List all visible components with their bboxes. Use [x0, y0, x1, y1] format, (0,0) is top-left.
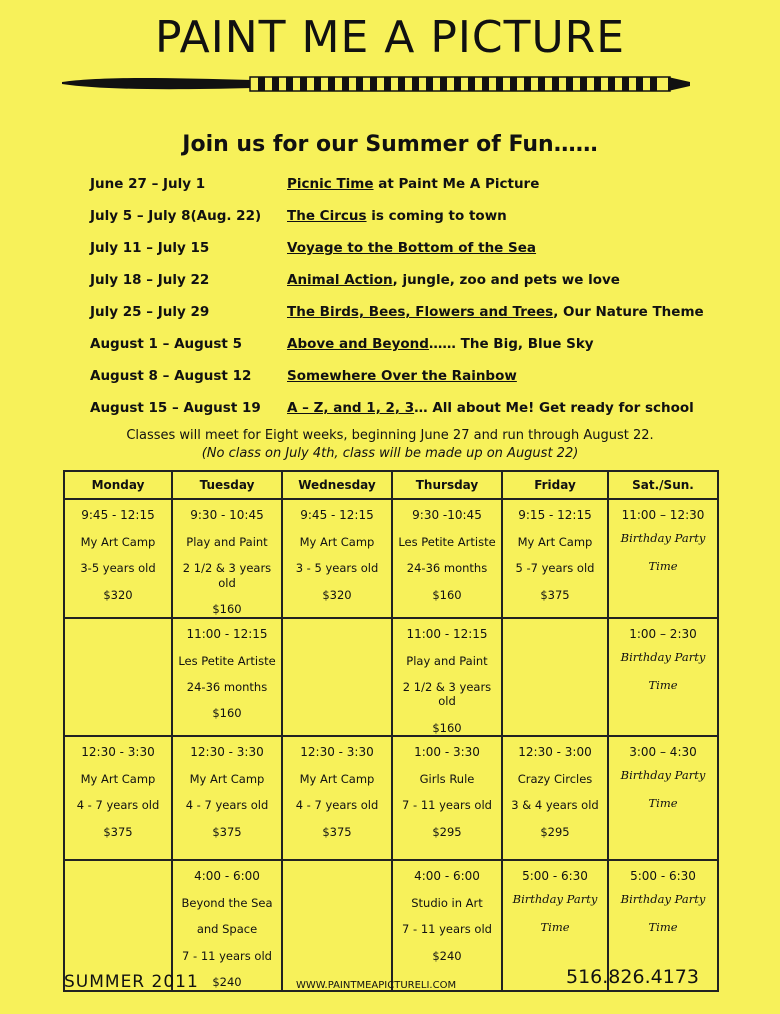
week-row — [90, 176, 710, 208]
theme-title: Animal Action — [287, 272, 393, 288]
class-time: 9:45 - 12:15 — [300, 508, 374, 522]
schedule-note: Classes will meet for Eight weeks, beginning June 27 and run through August 22. — [126, 428, 654, 443]
class-time: 12:30 - 3:30 — [81, 745, 155, 759]
class-detail: 7 - 11 years old — [182, 948, 272, 963]
week-dates: July 11 – July 15 — [90, 240, 210, 256]
class-cell — [64, 499, 172, 618]
class-cell — [282, 860, 392, 991]
class-cell — [64, 860, 172, 991]
class-cell — [502, 736, 608, 860]
class-detail: 5 -7 years old — [515, 561, 595, 576]
theme-title: The Circus — [287, 208, 367, 224]
holiday-note: (No class on July 4th, class will be made up on August 22) — [201, 446, 579, 461]
week-row — [90, 368, 710, 400]
class-time: 5:00 - 6:30 — [630, 869, 696, 883]
class-cell — [502, 499, 608, 618]
birthday-party-label: Time — [648, 559, 678, 574]
class-detail: 24-36 months — [186, 679, 268, 694]
class-detail: 3 - 5 years old — [295, 561, 379, 576]
paintbrush-icon — [62, 70, 692, 98]
class-cell — [608, 499, 718, 618]
week-theme — [287, 208, 507, 224]
week-dates: July 18 – July 22 — [90, 272, 210, 288]
class-cell — [608, 736, 718, 860]
birthday-party-label: Birthday Party — [620, 892, 706, 906]
class-detail: 2 1/2 & 3 years old — [182, 561, 272, 590]
theme-title: Somewhere Over the Rainbow — [287, 368, 517, 384]
class-detail: Play and Paint — [186, 535, 268, 549]
class-detail: $240 — [212, 975, 242, 990]
week-row — [90, 304, 710, 336]
class-cell — [392, 736, 502, 860]
week-theme — [287, 304, 704, 320]
class-time: 5:00 - 6:30 — [522, 869, 588, 883]
class-detail: 4 - 7 years old — [76, 798, 160, 813]
theme-detail: … All about Me! Get ready for school — [414, 400, 694, 416]
class-time: 9:30 - 10:45 — [190, 508, 264, 522]
week-theme — [287, 400, 694, 416]
class-time: 4:00 - 6:00 — [414, 869, 480, 883]
theme-detail: …… The Big, Blue Sky — [428, 336, 594, 352]
week-dates: August 15 – August 19 — [90, 400, 261, 416]
timetable-row — [64, 736, 718, 860]
class-detail: 7 - 11 years old — [402, 922, 492, 937]
week-schedule — [90, 176, 710, 432]
class-detail: Crazy Circles — [517, 772, 593, 786]
class-detail: Studio in Art — [411, 896, 483, 910]
class-detail: $295 — [540, 824, 570, 839]
theme-detail: is coming to town — [366, 208, 507, 224]
day-header: Sat./Sun. — [608, 471, 718, 499]
class-cell — [172, 860, 282, 991]
class-cell — [282, 736, 392, 860]
class-detail: My Art Camp — [299, 772, 375, 786]
class-detail: $375 — [103, 824, 133, 839]
week-dates: July 25 – July 29 — [90, 304, 210, 320]
class-detail: Beyond the Sea — [181, 896, 273, 910]
class-detail: and Space — [196, 922, 258, 937]
class-detail: $160 — [432, 720, 462, 735]
class-detail: 3 & 4 years old — [511, 798, 599, 813]
class-cell — [64, 618, 172, 737]
class-detail: $320 — [322, 587, 352, 602]
class-cell — [502, 618, 608, 737]
class-detail: 3-5 years old — [80, 561, 156, 576]
week-row — [90, 336, 710, 368]
birthday-party-label: Time — [648, 920, 678, 935]
class-time: 9:45 - 12:15 — [81, 508, 155, 522]
theme-title: Picnic Time — [287, 176, 374, 192]
week-dates: June 27 – July 1 — [90, 176, 206, 192]
birthday-party-label: Birthday Party — [620, 531, 706, 545]
class-detail: 4 - 7 years old — [295, 798, 379, 813]
birthday-party-label: Time — [648, 677, 678, 692]
class-detail: 4 - 7 years old — [185, 798, 269, 813]
class-time: 1:00 – 2:30 — [629, 626, 697, 641]
class-time: 11:00 - 12:15 — [186, 626, 268, 641]
timetable-row — [64, 499, 718, 618]
class-detail: My Art Camp — [299, 535, 375, 549]
class-detail: Les Petite Artiste — [398, 535, 496, 549]
subtitle: Join us for our Summer of Fun…… — [182, 132, 598, 157]
class-detail: $375 — [540, 587, 570, 602]
theme-title: Voyage to the Bottom of the Sea — [287, 240, 537, 256]
class-cell — [282, 499, 392, 618]
week-dates: August 8 – August 12 — [90, 368, 252, 384]
birthday-party-label: Birthday Party — [620, 768, 706, 782]
class-cell — [392, 499, 502, 618]
class-detail: 7 - 11 years old — [402, 798, 492, 813]
class-detail: $160 — [212, 602, 242, 617]
week-row — [90, 208, 710, 240]
birthday-party-label: Birthday Party — [512, 892, 598, 906]
class-detail: 2 1/2 & 3 years old — [402, 679, 492, 709]
class-detail: $320 — [103, 587, 133, 602]
day-header: Monday — [64, 471, 172, 499]
class-cell — [282, 618, 392, 737]
class-detail: $160 — [212, 706, 242, 721]
phone-number: 516.826.4173 — [566, 966, 699, 988]
day-header: Friday — [502, 471, 608, 499]
week-theme — [287, 336, 594, 352]
class-timetable — [63, 470, 719, 992]
week-theme — [287, 240, 536, 256]
class-cell — [64, 736, 172, 860]
class-detail: My Art Camp — [517, 535, 593, 549]
week-dates: July 5 – July 8(Aug. 22) — [90, 208, 262, 224]
class-time: 9:30 -10:45 — [412, 508, 482, 522]
week-dates: August 1 – August 5 — [90, 336, 242, 352]
week-theme — [287, 176, 539, 192]
week-theme — [287, 272, 620, 288]
class-detail: Play and Paint — [406, 653, 488, 668]
week-row — [90, 272, 710, 304]
class-cell — [172, 736, 282, 860]
birthday-party-label: Time — [648, 796, 678, 811]
theme-title: The Birds, Bees, Flowers and Trees — [287, 304, 554, 320]
theme-detail: , jungle, zoo and pets we love — [392, 272, 620, 288]
theme-title: Above and Beyond — [287, 336, 429, 352]
class-detail: $160 — [432, 587, 462, 602]
class-cell — [172, 499, 282, 618]
class-detail: $295 — [432, 824, 462, 839]
week-theme — [287, 368, 517, 384]
week-row — [90, 240, 710, 272]
class-time: 11:00 - 12:15 — [406, 626, 488, 641]
birthday-party-label: Birthday Party — [620, 649, 706, 664]
class-detail: $375 — [212, 824, 242, 839]
class-time: 12:30 - 3:30 — [190, 745, 264, 759]
class-time: 12:30 - 3:00 — [518, 745, 592, 759]
class-detail: My Art Camp — [80, 535, 156, 549]
class-time: 9:15 - 12:15 — [518, 508, 592, 522]
class-cell — [172, 618, 282, 737]
theme-title: A – Z, and 1, 2, 3 — [287, 400, 415, 416]
theme-detail: at Paint Me A Picture — [373, 176, 540, 192]
class-time: 1:00 - 3:30 — [414, 745, 480, 759]
class-time: 12:30 - 3:30 — [300, 745, 374, 759]
class-cell — [392, 618, 502, 737]
theme-detail: , Our Nature Theme — [553, 304, 704, 320]
class-cell — [608, 618, 718, 737]
class-detail: $240 — [432, 948, 462, 963]
page-title: PAINT ME A PICTURE — [154, 12, 626, 63]
class-time: 3:00 – 4:30 — [629, 745, 697, 759]
class-cell — [392, 860, 502, 991]
class-detail: $375 — [322, 824, 352, 839]
season-label: SUMMER 2011 — [64, 972, 199, 992]
class-detail: My Art Camp — [80, 772, 156, 786]
class-time: 4:00 - 6:00 — [194, 869, 260, 883]
birthday-party-label: Time — [540, 920, 570, 935]
day-header: Thursday — [392, 471, 502, 499]
day-header: Tuesday — [172, 471, 282, 499]
website-link[interactable]: WWW.PAINTMEAPICTURELI.COM — [296, 980, 457, 991]
class-detail: Girls Rule — [419, 772, 475, 786]
class-detail: Les Petite Artiste — [178, 653, 276, 668]
class-time: 11:00 – 12:30 — [621, 508, 705, 522]
class-detail: My Art Camp — [189, 772, 265, 786]
timetable-row — [64, 618, 718, 737]
day-header: Wednesday — [282, 471, 392, 499]
class-detail: 24-36 months — [406, 561, 488, 576]
